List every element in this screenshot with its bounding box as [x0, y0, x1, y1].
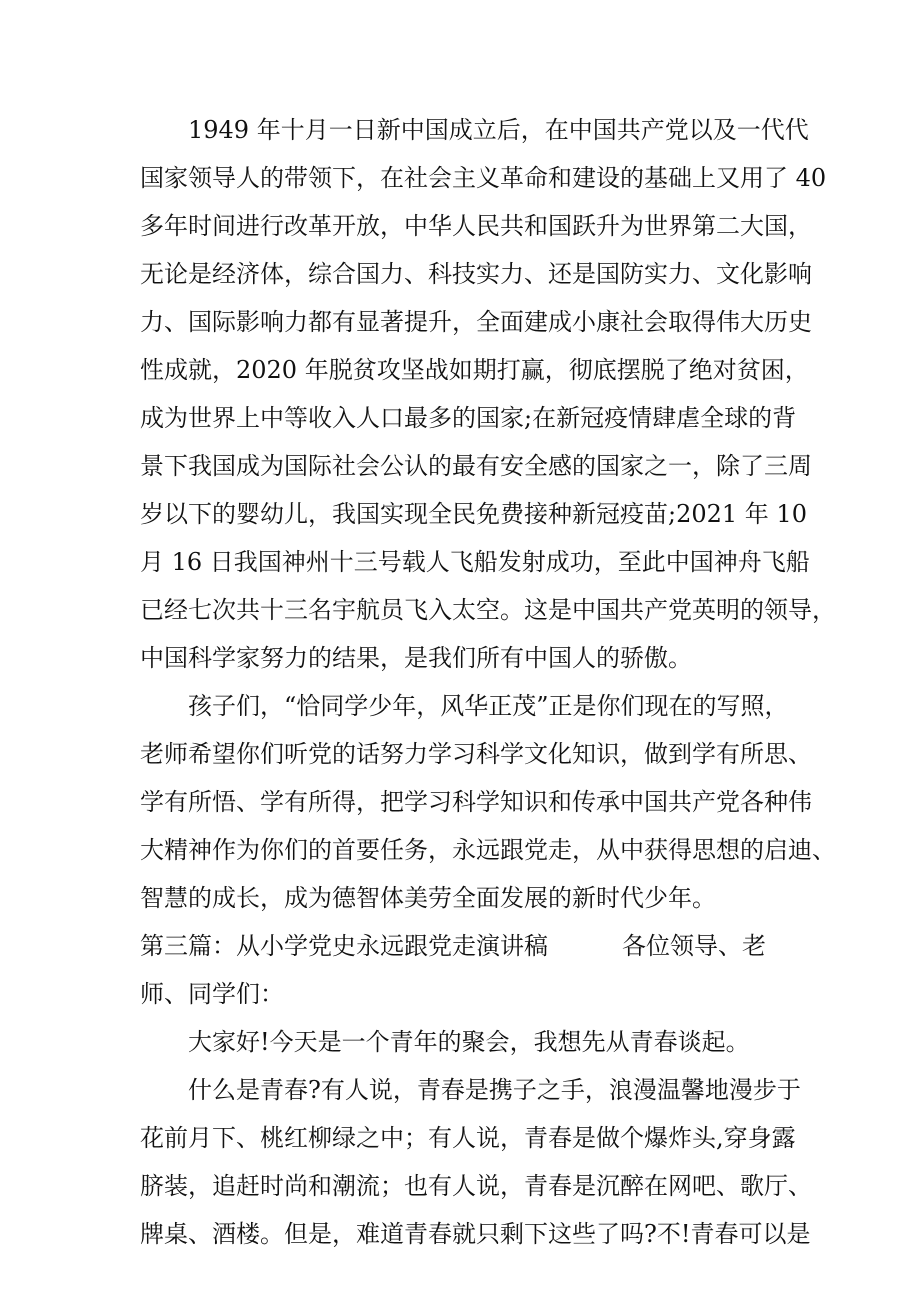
paragraph-4-line-4: 牌桌、酒楼。但是，难道青春就只剩下这些了吗?不!青春可以是	[140, 1220, 811, 1248]
paragraph-4-line-1: 什么是青春?有人说，青春是携子之手，浪漫温馨地漫步于	[188, 1076, 801, 1104]
paragraph-1-line-8: 景下我国成为国际社会公认的最有安全感的国家之一，除了三周	[140, 452, 812, 480]
paragraph-4-line-2: 花前月下、桃红柳绿之中；有人说，青春是做个爆炸头,穿身露	[140, 1124, 796, 1152]
paragraph-4-line-3: 脐装，追赶时尚和潮流；也有人说，青春是沉醉在网吧、歌厅、	[140, 1172, 812, 1200]
paragraph-1-line-10: 月 16 日我国神州十三号载人飞船发射成功，至此中国神舟飞船	[140, 548, 810, 576]
paragraph-2-line-2: 老师希望你们听党的话努力学习科学文化知识，做到学有所思、	[140, 740, 812, 768]
paragraph-1-line-1: 1949 年十月一日新中国成立后，在中国共产党以及一代代	[188, 116, 809, 144]
paragraph-2-line-4: 大精神作为你们的首要任务，永远跟党走，从中获得思想的启迪、	[140, 836, 836, 864]
paragraph-1-line-4: 无论是经济体，综合国力、科技实力、还是国防实力、文化影响	[140, 260, 812, 288]
paragraph-1-line-6: 性成就，2020 年脱贫攻坚战如期打赢，彻底摆脱了绝对贫困，	[140, 356, 809, 384]
paragraph-1-line-7: 成为世界上中等收入人口最多的国家;在新冠疫情肆虐全球的背	[140, 404, 797, 432]
paragraph-1-line-12: 中国科学家努力的结果，是我们所有中国人的骄傲。	[140, 644, 692, 672]
paragraph-3-line-1: 大家好!今天是一个青年的聚会，我想先从青春谈起。	[188, 1028, 750, 1056]
paragraph-2-line-1: 孩子们，“恰同学少年，风华正茂”正是你们现在的写照，	[188, 692, 789, 720]
paragraph-1-line-5: 力、国际影响力都有显著提升，全面建成小康社会取得伟大历史	[140, 308, 812, 336]
paragraph-1-line-11: 已经七次共十三名宇航员飞入太空。这是中国共产党英明的领导，	[140, 596, 836, 624]
section-heading-title: 第三篇：从小学党史永远跟党走演讲稿	[140, 932, 548, 960]
paragraph-1-line-2: 国家领导人的带领下，在社会主义革命和建设的基础上又用了 40	[140, 164, 827, 192]
paragraph-1-line-9: 岁以下的婴幼儿，我国实现全民免费接种新冠疫苗;2021 年 10	[140, 500, 807, 528]
paragraph-2-line-5: 智慧的成长，成为德智体美劳全面发展的新时代少年。	[140, 884, 716, 912]
section-heading-greeting-start: 各位领导、老	[622, 932, 766, 960]
section-heading-greeting-end: 师、同学们：	[140, 980, 284, 1008]
paragraph-2-line-3: 学有所悟、学有所得，把学习科学知识和传承中国共产党各种伟	[140, 788, 812, 816]
paragraph-1-line-3: 多年时间进行改革开放，中华人民共和国跃升为世界第二大国，	[140, 212, 812, 240]
